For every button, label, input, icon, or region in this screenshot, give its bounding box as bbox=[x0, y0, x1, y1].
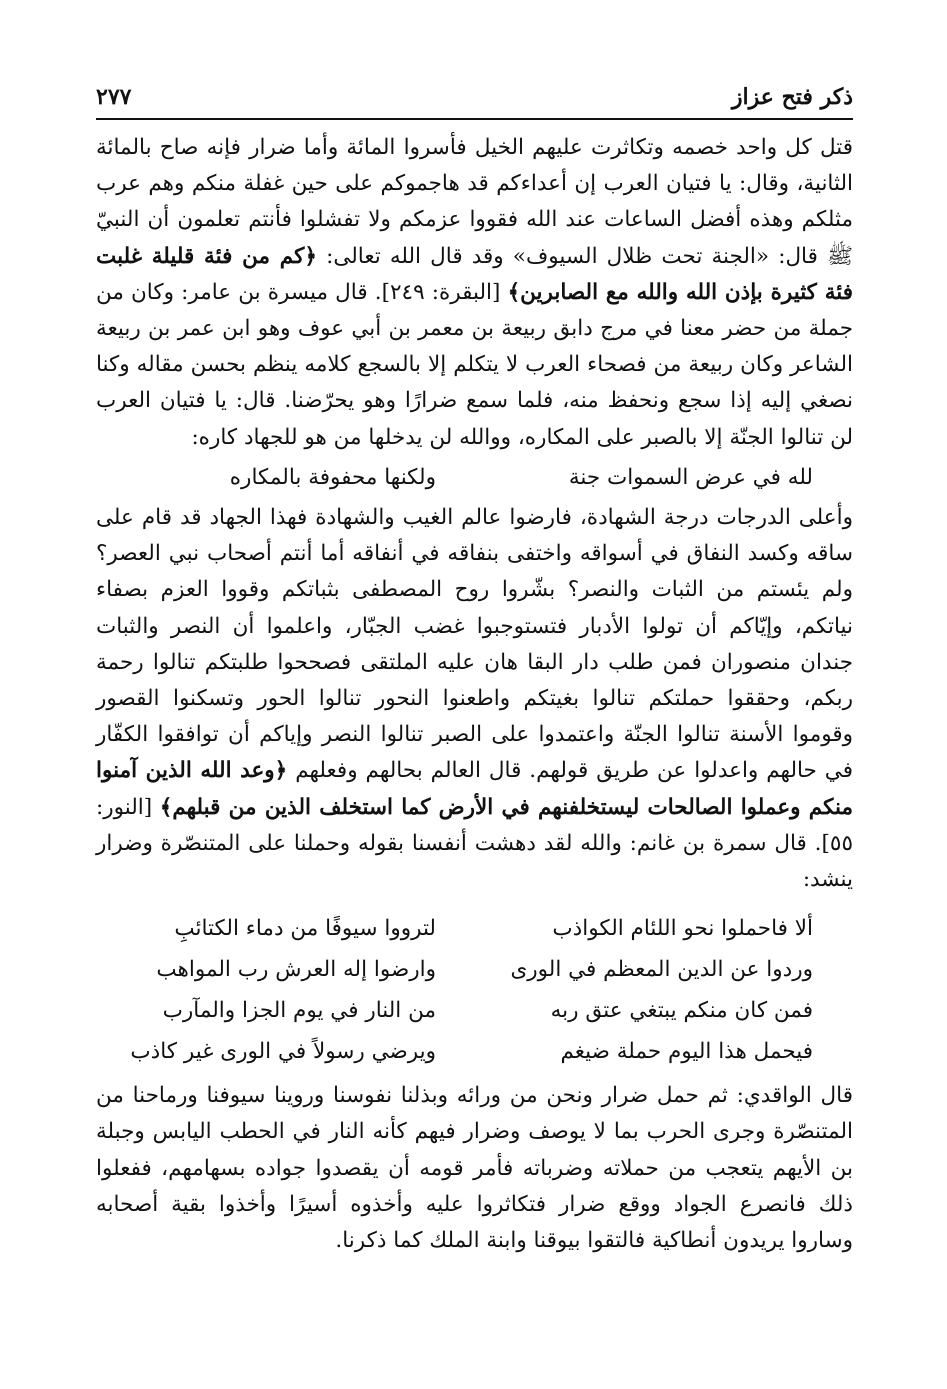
quran-quote-1: ﴿كم من فئة قليلة غلبت فئة كثيرة بإذن الله والله مع الصابرين﴾ bbox=[96, 243, 853, 305]
page-number: ٢٧٧ bbox=[96, 84, 132, 110]
poem-hemistich-right: ألا فاحملوا نحو اللئام الكواذب bbox=[552, 916, 813, 942]
paragraph-1 bbox=[96, 130, 853, 456]
paragraph-2 bbox=[96, 500, 853, 898]
paragraph-2-text-a: وأعلى الدرجات درجة الشهادة، فارضوا عالم الغيب والشهادة فهذا الجهاد قد قام على ساقه وكسد النفاق في أسواقه واختفى بنفاقه في أنفاقه أما أنتم أصحاب نبي العصر؟ ولم يئستم من الثبات والنصر؟ بشّروا روح المصطفى بثباتكم وقووا العزم بصفاء نياتكم، وإيّاكم أن تولوا الأدبار فتستوجبوا غضب الجبّار، واعلموا أن النصر والثبات جندان منصوران فمن طلب دار البقا هان عليه الملتقى فصححوا طلبتكم تنالوا رحمة ربكم، وحققوا حملتكم تنالوا بغيتكم واطعنوا النحور تنالوا الحور وتسكنوا القصور وقوموا الأسنة تنالوا الجنّة واعتمدوا على الصبر تنالوا النصر وإياكم أن توافقوا الكفّار في حالهم واعدلوا عن طريق قولهم. قال العالم بحالهم وفعلهم bbox=[96, 505, 853, 784]
poem-hemistich-right: فيحمل هذا اليوم حملة ضيغم bbox=[560, 1039, 813, 1065]
poem-line bbox=[96, 1031, 853, 1072]
poem bbox=[96, 908, 853, 1072]
poem-hemistich-left: من النار في يوم الجزا والمآرب bbox=[162, 998, 436, 1024]
paragraph-1-text-b: [البقرة: ٢٤٩]. قال ميسرة بن عامر: وكان من جملة من حضر معنا في مرج دابق ربيعة بن معمر بن أبي عوف وهو ابن عمر بن ربيعة الشاعر وكان ربيعة من فصحاء العرب لا يتكلم إلا بالسجع كلامه ينظم بحسن مقاله وكنا نصغي إليه إذا سجع ونحفظ منه، فلما سمع ضرارًا وهو يحرّضنا. قال: يا فتيان العرب لن تنالوا الجنّة إلا بالصبر على المكاره، ووالله لن يدخلها من هو للجهاد كاره: bbox=[96, 279, 853, 450]
poem-hemistich-left: ويرضي رسولاً في الورى غير كاذب bbox=[130, 1039, 436, 1065]
poem-line bbox=[96, 908, 853, 949]
paragraph-1-text-a: قتل كل واحد خصمه وتكاثرت عليهم الخيل فأسروا المائة وأما ضرار فإنه صاح بالمائة الثانية، وقال: يا فتيان العرب إن أعداءكم قد هاجموكم على حين غفلة منكم وهم عرب مثلكم وهذه أفضل الساعات عند الله فقووا عزمكم ولا تفشلوا فأنتم تعلمون أن النبيّ ﷺ قال: «الجنة تحت ظلال السيوف» وقد قال الله تعالى: bbox=[96, 135, 853, 269]
verse-hemistich-left: ولكنها محفوفة بالمكاره bbox=[229, 464, 436, 490]
poem-line bbox=[96, 990, 853, 1031]
poem-hemistich-left: لترووا سيوفًا من دماء الكتائبِ bbox=[174, 916, 436, 942]
paragraph-3: قال الواقدي: ثم حمل ضرار ونحن من ورائه وبذلنا نفوسنا وروينا سيوفنا ورماحنا من المتنصّرة وجرى الحرب بما لا يوصف وضرار فيهم كأنه النار في الحطب اليابس وجبلة بن الأيهم يتعجب من حملاته وضرباته فأمر قومه أن يقصدوا جواده بسهامهم، ففعلوا ذلك فانصرع الجواد ووقع ضرار فتكاثروا عليه وأخذوه أسيرًا وأخذوا بقية أصحابه وساروا يريدون أنطاكية فالتقوا بيوقنا وابنة الملك كما ذكرنا. bbox=[96, 1083, 853, 1254]
quran-quote-2: ﴿وعد الله الذين آمنوا منكم وعملوا الصالحات ليستخلفنهم في الأرض كما استخلف الذين من قبلهم﴾ bbox=[96, 758, 853, 820]
poem-hemistich-right: فمن كان منكم يبتغي عتق ربه bbox=[550, 998, 813, 1024]
poem-hemistich-right: وردوا عن الدين المعظم في الورى bbox=[510, 957, 813, 983]
page-body bbox=[96, 130, 853, 1259]
verse-single bbox=[96, 460, 853, 496]
running-header bbox=[96, 80, 853, 120]
poem-line bbox=[96, 949, 853, 990]
verse-hemistich-right: لله في عرض السموات جنة bbox=[568, 464, 813, 490]
chapter-title: ذكر فتح عزاز bbox=[731, 84, 853, 110]
poem-hemistich-left: وارضوا إله العرش رب المواهب bbox=[156, 957, 436, 983]
paragraph-2-text-b: [النور: ٥٥]. قال سمرة بن غانم: والله لقد دهشت أنفسنا بقوله وحملنا على المتنصّرة وضرار ينشد: bbox=[96, 794, 853, 893]
